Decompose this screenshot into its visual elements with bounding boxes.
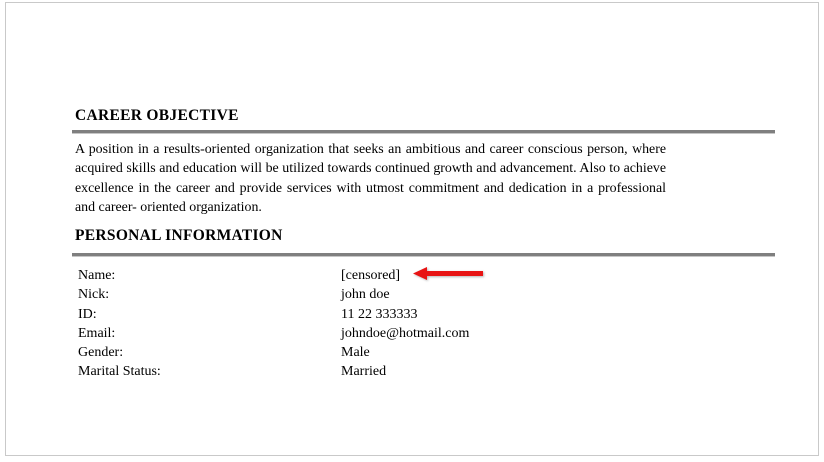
personal-information-heading: PERSONAL INFORMATION: [75, 227, 283, 244]
field-row-nick: [78, 285, 469, 304]
personal-information-divider: [72, 253, 775, 256]
career-objective-paragraph: A position in a results-oriented organization that seeks an ambitious and career conscious person, where acquired skills and education will be utilized towards continued growth and advancement. Also to achieve excellence in the career and provide services with utmost commitment and dedication in a professional and career- oriented organization.: [75, 142, 666, 215]
career-objective-divider: [72, 130, 775, 133]
field-value: johndoe@hotmail.com: [341, 325, 470, 341]
field-row-gender: [78, 343, 469, 362]
field-row-id: [78, 305, 469, 324]
field-label: Gender:: [78, 345, 124, 361]
field-label: Marital Status:: [78, 364, 161, 380]
field-value: [censored]: [341, 268, 401, 283]
field-label: Nick:: [78, 287, 110, 303]
field-label: Name:: [78, 268, 116, 283]
career-objective-heading: CAREER OBJECTIVE: [75, 107, 239, 124]
field-row-marital-status: [78, 362, 469, 381]
personal-information-fields: [78, 266, 469, 382]
red-arrow-shape: [413, 267, 483, 280]
field-label: Email:: [78, 325, 116, 341]
red-arrow-icon: [412, 266, 484, 281]
field-value: Male: [341, 345, 370, 361]
field-label: ID:: [78, 306, 97, 322]
field-row-name: [78, 266, 469, 285]
field-row-email: [78, 324, 469, 343]
field-value: Married: [341, 364, 387, 380]
field-value: 11 22 333333: [341, 306, 418, 322]
field-value: john doe: [341, 287, 390, 303]
